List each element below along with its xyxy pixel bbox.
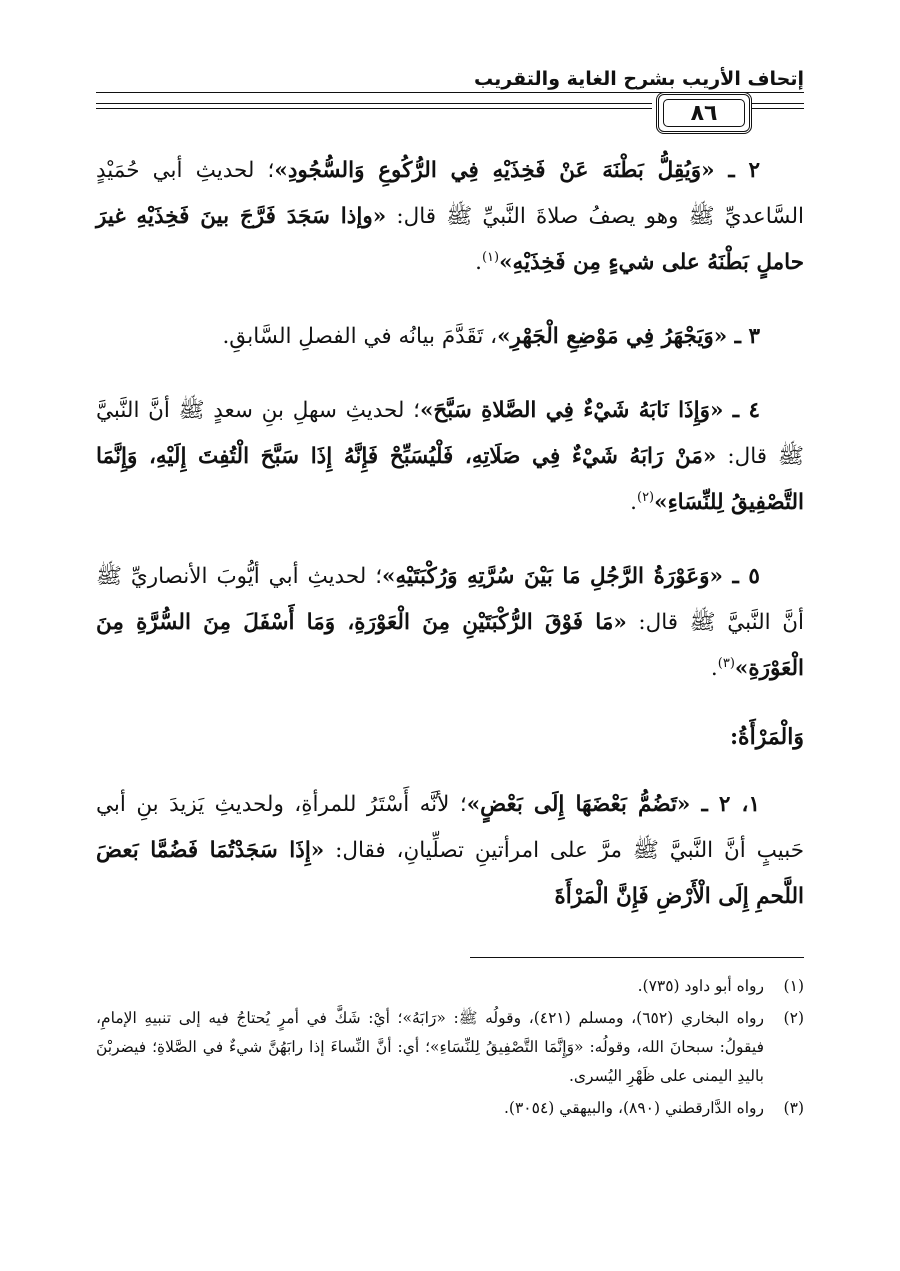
footnote-number: (١) <box>783 977 804 995</box>
header-ornament-left <box>96 103 652 117</box>
page-number-frame <box>656 92 752 134</box>
commentary-text: ؛ لحديثِ سهلِ بنِ سعدٍ ﷺ أنَّ النَّبيَّ ﷺ قال: <box>96 398 804 469</box>
footnote-ref[interactable]: (١) <box>481 249 500 265</box>
matn-quote: ١، ٢ ـ «تَضُمُّ بَعْضَهَا إِلَى بَعْضٍ» <box>466 792 760 817</box>
header-ornament-right <box>751 103 804 117</box>
footnotes <box>96 972 804 1126</box>
footnote-text: رواه أبو داود (٧٣٥). <box>637 977 764 995</box>
section-heading: وَالْمَرْأَةُ: <box>729 724 804 750</box>
hadith-quote: «وإذا سَجَدَ فَرَّجَ بينَ فَخِذَيْهِ غيرَ حاملٍ بَطْنَهُ على شيءٍ مِن فَخِذَيْهِ» <box>96 204 804 275</box>
footnote-ref[interactable]: (٣) <box>717 655 735 671</box>
hadith-quote: «مَا فَوْقَ الرُّكْبَتَيْنِ مِنَ الْعَوْرَةِ، وَمَا أَسْفَلَ مِنَ السُّرَّةِ مِنَ الْعَوْرَةِ» <box>96 610 804 681</box>
running-title: إتحاف الأريب بشرح الغاية والتقريب <box>474 68 804 90</box>
footnote-1 <box>96 972 804 1001</box>
paragraph-3 <box>96 314 804 360</box>
matn-quote: ٤ ـ «وَإِذَا نَابَهُ شَيْءٌ فِي الصَّلاةِ سَبَّحَ» <box>419 398 760 423</box>
footnote-number: (٣) <box>783 1099 804 1117</box>
commentary-text: ؛ لحديثِ أبي أيُّوبَ الأنصاريِّ ﷺ أنَّ النَّبيَّ ﷺ قال: <box>96 564 804 635</box>
footnote-ref[interactable]: (٢) <box>636 489 655 505</box>
footnote-text: رواه الدَّارقطني (٨٩٠)، والبيهقي (٣٠٥٤). <box>504 1099 764 1117</box>
commentary-text: ، تَقَدَّمَ بيانُه في الفصلِ السَّابقِ. <box>222 324 498 349</box>
footnote-number: (٢) <box>783 1009 804 1027</box>
page-number: ٨٦ <box>663 99 745 127</box>
footnote-separator <box>470 957 804 958</box>
footnote-text: رواه البخاري (٦٥٢)، ومسلم (٤٢١)، وقولُه ﷺ: «رَابَهُ»؛ أيْ: شَكَّ في أمرٍ يُحتاجُ فيه إلى تنبيهِ الإمامِ، فيقولُ: سبحانَ الله، وقولُه: «وَإِنَّمَا التَّصْفِيقُ لِلنِّسَاءِ»؛ أي: أنَّ النِّساءَ إذا رابَهُنَّ شيءٌ في الصَّلاةِ؛ فيضربْنَ باليدِ اليمنى على ظَهْرِ اليُسرى. <box>96 1009 765 1085</box>
footnote-3 <box>96 1094 804 1123</box>
commentary-text: ؛ لحديثِ أبي حُمَيْدٍ السَّاعديِّ ﷺ وهو يصفُ صلاةَ النَّبيِّ ﷺ قال: <box>96 158 804 229</box>
matn-quote: ٥ ـ «وَعَوْرَةُ الرَّجُلِ مَا بَيْنَ سُرَّتِهِ وَرُكْبَتَيْهِ» <box>382 564 760 589</box>
paragraph-woman-1 <box>96 782 804 920</box>
commentary-text: ؛ لأنَّه أَسْتَرُ للمرأةِ، ولحديثِ يَزيدَ بنِ أبي حَبيبٍ أنَّ النَّبيَّ ﷺ مرَّ على امرأتينِ تصلِّيانِ، فقال: <box>96 792 804 863</box>
hadith-quote: «مَنْ رَابَهُ شَيْءٌ فِي صَلَاتِهِ، فَلْيُسَبِّحْ فَإِنَّهُ إِذَا سَبَّحَ الْتُفِتَ إِلَيْهِ، وَإِنَّمَا التَّصْفِيقُ لِلنِّسَاءِ» <box>96 444 804 515</box>
main-text <box>96 148 804 948</box>
hadith-quote: «إِذَا سَجَدْتُمَا فَضُمَّا بَعضَ اللَّحمِ إِلَى الْأَرْضِ فَإِنَّ الْمَرْأَةَ <box>96 838 804 909</box>
matn-quote: ٢ ـ «وَيُقِلُّ بَطْنَهَ عَنْ فَخِذَيْهِ فِي الرُّكُوعِ وَالسُّجُودِ» <box>274 158 760 183</box>
matn-quote: ٣ ـ «وَيَجْهَرُ فِي مَوْضِعِ الْجَهْرِ» <box>497 324 760 349</box>
paragraph-4: ٤ ـ «وَإِذَا نَابَهُ شَيْءٌ فِي الصَّلاةِ سَبَّحَ»؛ لحديثِ سهلِ بنِ سعدٍ ﷺ أنَّ النَّبيَّ ﷺ قال: «مَنْ رَابَهُ شَيْءٌ فِي صَلَاتِهِ، فَلْيُسَبِّحْ فَإِنَّهُ إِذَا سَبَّحَ الْتُفِتَ إِلَيْهِ، وَإِنَّمَا التَّصْفِيقُ لِلنِّسَاءِ»$^{(٢)}$. <box>96 398 804 515</box>
paragraph-2: ٢ ـ «وَيُقِلُّ بَطْنَهَ عَنْ فَخِذَيْهِ فِي الرُّكُوعِ وَالسُّجُودِ»؛ لحديثِ أبي حُمَيْدٍ السَّاعديِّ ﷺ وهو يصفُ صلاةَ النَّبيِّ ﷺ قال: «وإذا سَجَدَ فَرَّجَ بينَ فَخِذَيْهِ غيرَ حاملٍ بَطْنَهُ على شيءٍ مِن فَخِذَيْهِ»$^{(١)}$. <box>96 158 804 275</box>
footnote-2 <box>96 1004 804 1091</box>
paragraph-5: ٥ ـ «وَعَوْرَةُ الرَّجُلِ مَا بَيْنَ سُرَّتِهِ وَرُكْبَتَيْهِ»؛ لحديثِ أبي أيُّوبَ الأنصاريِّ ﷺ أنَّ النَّبيَّ ﷺ قال: «مَا فَوْقَ الرُّكْبَتَيْنِ مِنَ الْعَوْرَةِ، وَمَا أَسْفَلَ مِنَ السُّرَّةِ مِنَ الْعَوْرَةِ»$^{(٣)}$. <box>96 564 804 681</box>
